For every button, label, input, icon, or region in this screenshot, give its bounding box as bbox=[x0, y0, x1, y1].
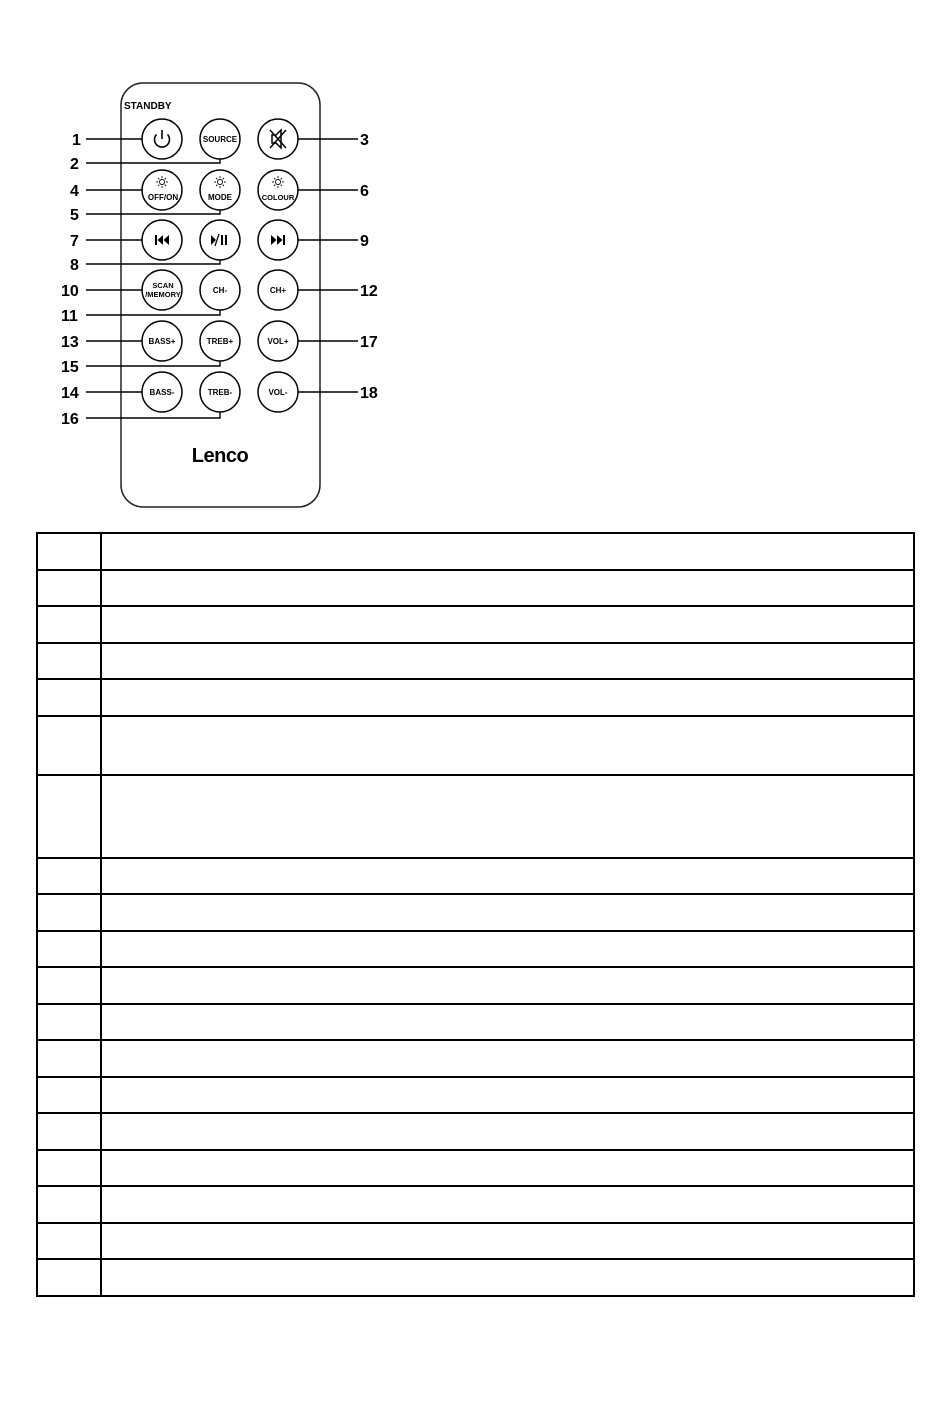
table-cell-number bbox=[37, 967, 101, 1004]
treb-minus-label: TREB- bbox=[207, 388, 233, 397]
table-cell-description bbox=[101, 1077, 914, 1113]
memory-label: /MEMORY bbox=[145, 290, 181, 299]
source-button[interactable] bbox=[200, 119, 240, 159]
table-cell-number bbox=[37, 1223, 101, 1259]
remote-control-diagram bbox=[0, 0, 420, 515]
callout-11: 11 bbox=[61, 308, 78, 325]
previous-button[interactable] bbox=[142, 220, 182, 260]
table-row bbox=[37, 894, 914, 931]
bass-up-button[interactable] bbox=[142, 321, 182, 361]
callout-10: 10 bbox=[61, 283, 79, 300]
table-cell-number bbox=[37, 858, 101, 894]
table-cell-number bbox=[37, 533, 101, 570]
table-cell-number bbox=[37, 931, 101, 967]
play-pause-button[interactable] bbox=[200, 220, 240, 260]
callout-5: 5 bbox=[70, 207, 79, 224]
table-cell-description bbox=[101, 1040, 914, 1077]
table-cell-description bbox=[101, 967, 914, 1004]
table-row bbox=[37, 1259, 914, 1296]
table-row bbox=[37, 679, 914, 716]
table-cell-number bbox=[37, 1259, 101, 1296]
treble-up-button[interactable] bbox=[200, 321, 240, 361]
callout-13: 13 bbox=[61, 334, 79, 351]
channel-up-button[interactable] bbox=[258, 270, 298, 310]
table-cell-number bbox=[37, 1150, 101, 1186]
source-label: SOURCE bbox=[202, 135, 238, 144]
table-cell-number bbox=[37, 1004, 101, 1040]
ch-minus-label: CH- bbox=[212, 286, 228, 295]
callout-1: 1 bbox=[72, 132, 81, 149]
channel-down-button[interactable] bbox=[200, 270, 240, 310]
table-row bbox=[37, 1223, 914, 1259]
button-description-table bbox=[36, 532, 915, 1297]
table-row bbox=[37, 570, 914, 606]
callout-8: 8 bbox=[70, 257, 79, 274]
table-cell-number bbox=[37, 679, 101, 716]
table-cell-description bbox=[101, 1186, 914, 1223]
callout-2: 2 bbox=[70, 156, 79, 173]
table-cell-description bbox=[101, 931, 914, 967]
scan-memory-button[interactable] bbox=[142, 270, 182, 310]
table-row bbox=[37, 606, 914, 643]
table-cell-description bbox=[101, 1223, 914, 1259]
table-cell-description bbox=[101, 643, 914, 679]
light-colour-button[interactable] bbox=[258, 170, 298, 210]
table-cell-description bbox=[101, 1259, 914, 1296]
table-cell-description bbox=[101, 1004, 914, 1040]
table-row bbox=[37, 1150, 914, 1186]
off-on-label: OFF/ON bbox=[147, 193, 179, 202]
callout-14: 14 bbox=[61, 385, 79, 402]
table-cell-description bbox=[101, 1150, 914, 1186]
table-row bbox=[37, 1004, 914, 1040]
scan-label: SCAN bbox=[152, 281, 174, 290]
callout-15: 15 bbox=[61, 359, 79, 376]
table-cell-number bbox=[37, 1113, 101, 1150]
table-cell-description bbox=[101, 570, 914, 606]
callout-9: 9 bbox=[360, 233, 369, 250]
table-row bbox=[37, 931, 914, 967]
table-cell-number bbox=[37, 1186, 101, 1223]
table-cell-description bbox=[101, 775, 914, 858]
table-cell-number bbox=[37, 1040, 101, 1077]
table-row bbox=[37, 643, 914, 679]
callout-17: 17 bbox=[360, 334, 378, 351]
mode-label: MODE bbox=[208, 193, 232, 202]
vol-plus-label: VOL+ bbox=[267, 337, 289, 346]
brand-logo: Lenco bbox=[191, 445, 249, 467]
light-mode-button[interactable] bbox=[200, 170, 240, 210]
bass-minus-label: BASS- bbox=[149, 388, 175, 397]
callout-16: 16 bbox=[61, 411, 79, 428]
table-cell-number bbox=[37, 606, 101, 643]
table-row bbox=[37, 1186, 914, 1223]
table-cell-number bbox=[37, 775, 101, 858]
colour-label: COLOUR bbox=[261, 193, 295, 202]
treble-down-button[interactable] bbox=[200, 372, 240, 412]
next-button[interactable] bbox=[258, 220, 298, 260]
table-cell-description bbox=[101, 679, 914, 716]
table-cell-description bbox=[101, 606, 914, 643]
standby-label: STANDBY bbox=[124, 101, 172, 112]
light-off-on-button[interactable] bbox=[142, 170, 182, 210]
ch-plus-label: CH+ bbox=[269, 286, 287, 295]
volume-up-button[interactable] bbox=[258, 321, 298, 361]
table-cell-number bbox=[37, 894, 101, 931]
callout-3: 3 bbox=[360, 132, 369, 149]
mute-button[interactable] bbox=[258, 119, 298, 159]
table-cell-description bbox=[101, 894, 914, 931]
table-cell-description bbox=[101, 1113, 914, 1150]
treb-plus-label: TREB+ bbox=[206, 337, 234, 346]
table-row bbox=[37, 775, 914, 858]
table-cell-number bbox=[37, 716, 101, 775]
table-cell-number bbox=[37, 570, 101, 606]
table-row bbox=[37, 967, 914, 1004]
standby-button[interactable] bbox=[142, 119, 182, 159]
callout-4: 4 bbox=[70, 183, 79, 200]
bass-down-button[interactable] bbox=[142, 372, 182, 412]
table-cell-number bbox=[37, 643, 101, 679]
callout-12: 12 bbox=[360, 283, 378, 300]
table-row bbox=[37, 1113, 914, 1150]
table-row bbox=[37, 1040, 914, 1077]
table-row bbox=[37, 858, 914, 894]
table-row bbox=[37, 716, 914, 775]
table-cell-number bbox=[37, 1077, 101, 1113]
table-cell-description bbox=[101, 858, 914, 894]
table-cell-description bbox=[101, 716, 914, 775]
table-row bbox=[37, 1077, 914, 1113]
callout-7: 7 bbox=[70, 233, 79, 250]
callout-18: 18 bbox=[360, 385, 378, 402]
volume-down-button[interactable] bbox=[258, 372, 298, 412]
bass-plus-label: BASS+ bbox=[148, 337, 176, 346]
table-row bbox=[37, 533, 914, 570]
vol-minus-label: VOL- bbox=[268, 388, 288, 397]
callout-6: 6 bbox=[360, 183, 369, 200]
table-cell-description bbox=[101, 533, 914, 570]
